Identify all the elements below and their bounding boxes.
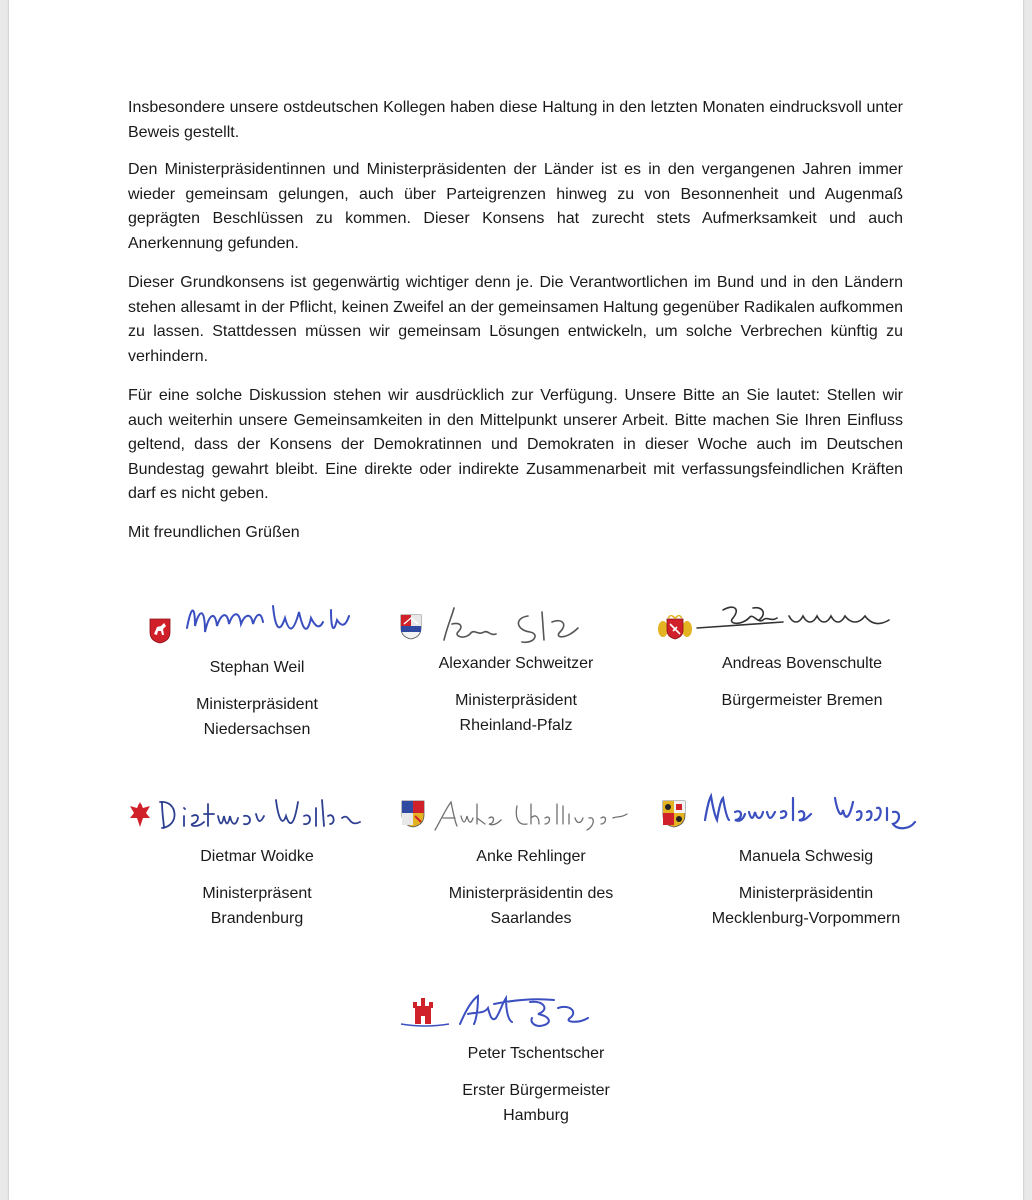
signatory-3	[677, 652, 927, 713]
closing-salutation: Mit freundlichen Grüßen	[128, 524, 300, 541]
signature-dietmar-woidke	[154, 794, 369, 836]
rheinland-pfalz-crest-icon	[400, 614, 422, 640]
paragraph-1: Insbesondere unsere ostdeutschen Kollegen haben diese Haltung in den letzten Monaten eindrucksvoll unter Beweis gestellt.	[128, 99, 903, 141]
signatory-name: Alexander Schweitzer	[438, 655, 594, 672]
signatory-name: Stephan Weil	[209, 659, 305, 676]
signature-peter-tschentscher	[454, 990, 594, 1032]
brandenburg-crest-icon	[129, 800, 151, 828]
signatory-title: Ministerpräsident Rheinland-Pfalz	[455, 692, 577, 734]
signatory-title: Ministerpräsent Brandenburg	[202, 885, 312, 927]
signatory-title: Erster Bürgermeister Hamburg	[462, 1082, 610, 1124]
paragraph-3: Dieser Grundkonsens ist gegenwärtig wichtiger denn je. Die Verantwortlichen im Bund und in den Ländern stehen allesamt in der Pflicht, keinen Zweifel an der gemeinsamen Haltung gegenüber Radikalen aufkommen zu lassen. Stattdessen müssen wir gemeinsam Lösungen entwickeln, um solche Verbrechen künftig zu verhindern.	[128, 274, 903, 365]
signatory-title: Ministerpräsidentin des Saarlandes	[448, 885, 614, 927]
signature-alexander-schweitzer	[434, 604, 599, 650]
signatory-name: Dietmar Woidke	[200, 848, 314, 865]
signature-anke-rehlinger	[431, 796, 631, 836]
signatory-title: Ministerpräsidentin Mecklenburg-Vorpommern	[711, 885, 901, 927]
signatory-title: Ministerpräsident Niedersachsen	[196, 696, 318, 738]
signatory-2	[391, 652, 641, 738]
signatory-4	[132, 845, 382, 931]
signatory-title: Bürgermeister Bremen	[721, 692, 883, 709]
signatory-name: Andreas Bovenschulte	[721, 655, 883, 672]
paragraph-2: Den Ministerpräsidentinnen und Ministerpräsidenten der Länder ist es in den vergangenen Jahren immer wieder gemeinsam gelungen, auch über Parteigrenzen hinweg zu von Besonnenheit und Augenmaß geprägten Beschlüssen zu kommen. Dieser Konsens hat zurecht stets Aufmerksamkeit und auch Anerkennung gefunden.	[128, 161, 903, 252]
signatory-1	[132, 656, 382, 742]
signatory-7	[411, 1042, 661, 1128]
signatory-5	[406, 845, 656, 931]
bremen-crest-icon	[657, 615, 693, 641]
niedersachsen-crest-icon	[149, 618, 171, 644]
signature-andreas-bovenschulte	[693, 600, 903, 640]
saarland-crest-icon	[401, 800, 425, 828]
mecklenburg-vorpommern-crest-icon	[662, 800, 686, 828]
letter-page	[9, 0, 1023, 1200]
signatory-name: Peter Tschentscher	[467, 1045, 605, 1062]
signature-stephan-weil	[181, 596, 361, 646]
signatory-name: Anke Rehlinger	[476, 848, 586, 865]
hamburg-crest-icon	[399, 996, 451, 1030]
signature-manuela-schwesig	[697, 790, 922, 840]
paragraph-4: Für eine solche Diskussion stehen wir ausdrücklich zur Verfügung. Unsere Bitte an Sie lautet: Stellen wir auch weiterhin unsere Gemeinsamkeiten in den Mittelpunkt unserer Arbeit. Bitte machen Sie Ihren Einfluss geltend, dass der Konsens der Demokratinnen und Demokraten in dieser Woche auch im Deutschen Bundestag gewahrt bleibt. Eine direkte oder indirekte Zusammenarbeit mit verfassungsfeindlichen Kräften darf es nicht geben.	[128, 387, 903, 502]
signatory-name: Manuela Schwesig	[738, 848, 874, 865]
signatory-6	[681, 845, 931, 931]
